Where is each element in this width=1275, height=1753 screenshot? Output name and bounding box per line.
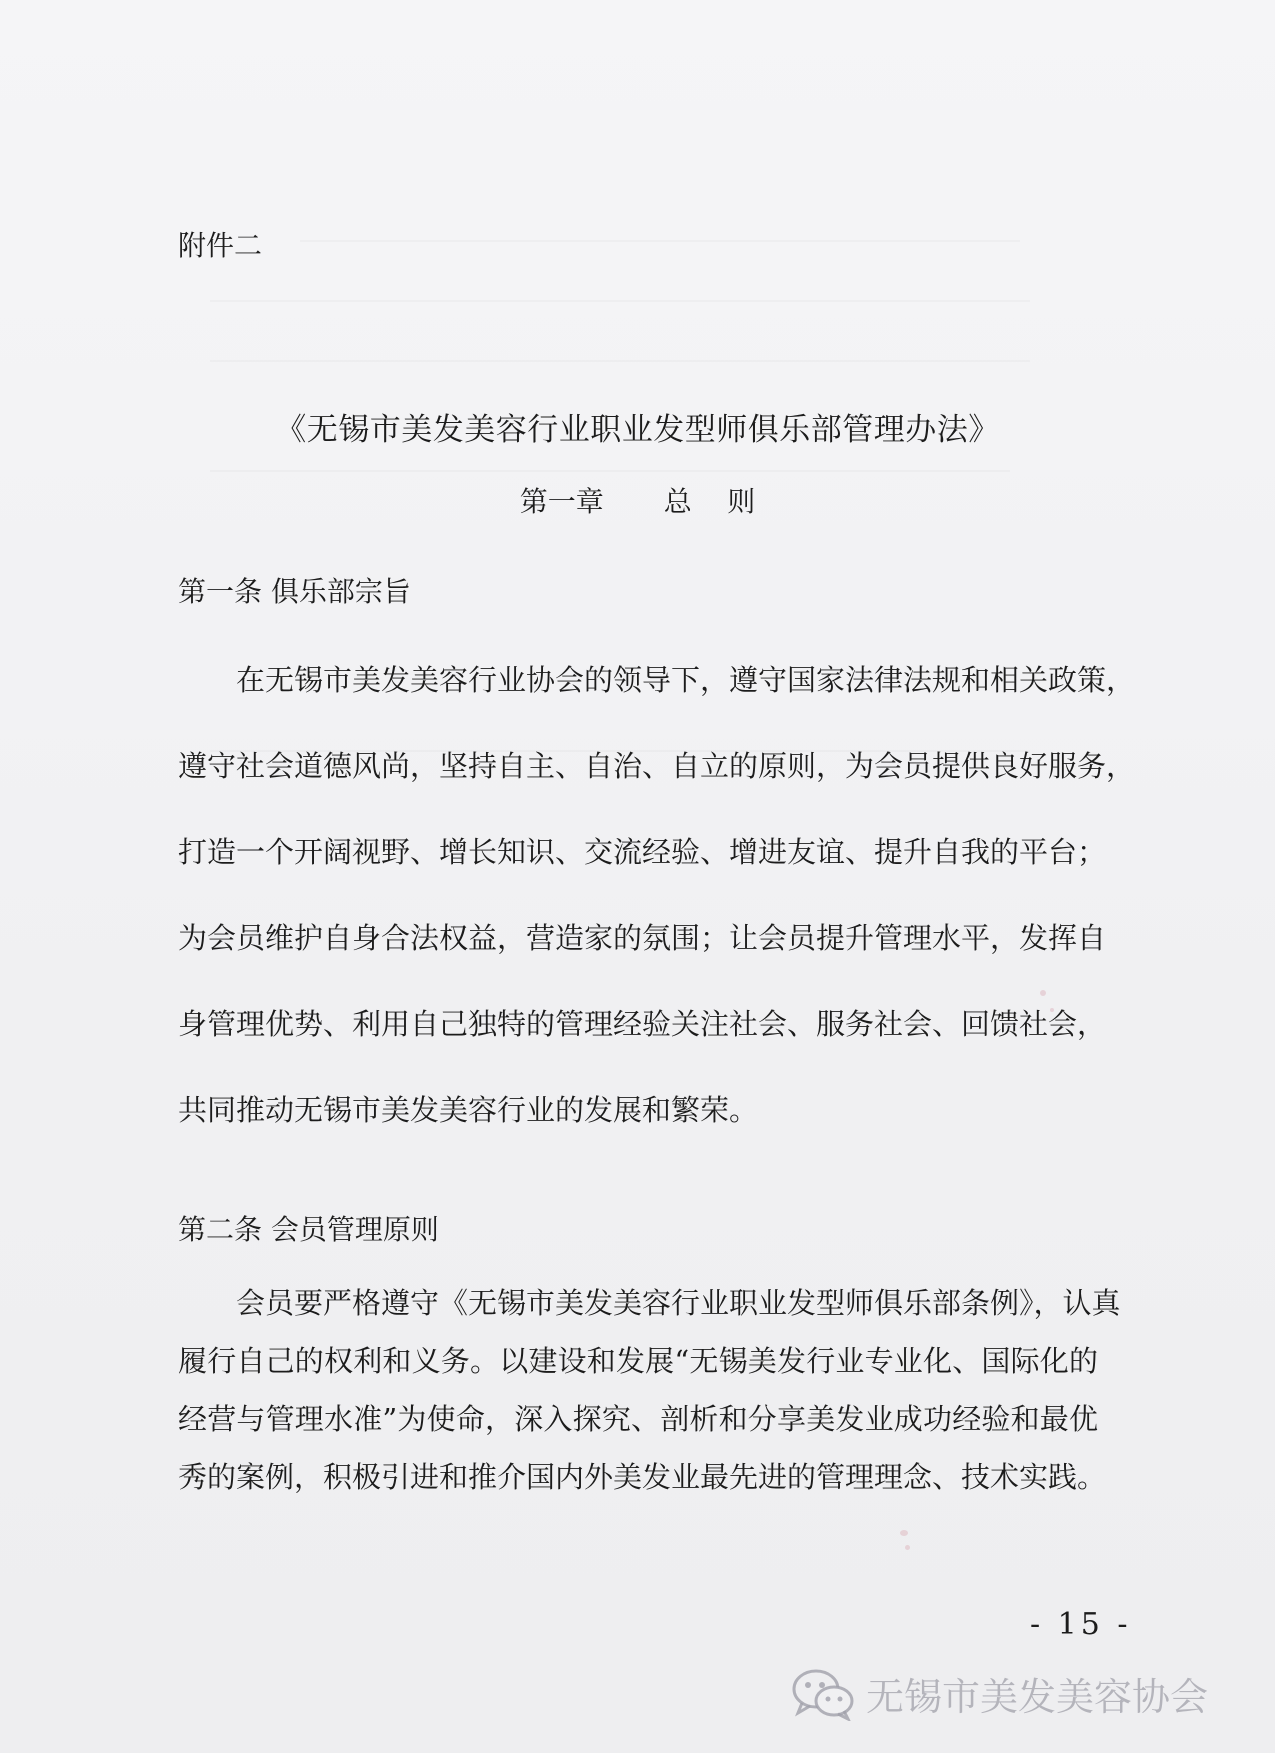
- wechat-icon: [790, 1667, 856, 1721]
- document-title: 《无锡市美发美容行业职业发型师俱乐部管理办法》: [275, 412, 1000, 448]
- watermark: [790, 1666, 1208, 1721]
- article-2-body: [178, 1274, 1121, 1506]
- page-number: - 15 -: [1030, 1607, 1132, 1642]
- attachment-label: 附件二: [178, 229, 263, 262]
- bleed-through-line: [210, 360, 1030, 362]
- article-2-heading: 第二条 会员管理原则: [178, 1213, 439, 1246]
- paragraph-line: 经营与管理水准”为使命，深入探究、剖析和分享美发业成功经验和最优: [178, 1402, 1098, 1436]
- paragraph-line: 打造一个开阔视野、增长知识、交流经验、增进友谊、提升自我的平台；: [178, 835, 1107, 869]
- paragraph-line: 秀的案例，积极引进和推介国内外美发业最先进的管理理念、技术实践。: [178, 1460, 1107, 1494]
- watermark-text: 无锡市美发美容协会: [866, 1675, 1209, 1719]
- article-1-heading: 第一条 俱乐部宗旨: [178, 575, 411, 608]
- paragraph-line: 遵守社会道德风尚，坚持自主、自治、自立的原则，为会员提供良好服务，: [178, 749, 1136, 783]
- paragraph-line: 会员要严格遵守《无锡市美发美容行业职业发型师俱乐部条例》，认真: [236, 1286, 1121, 1320]
- bleed-through-line: [210, 300, 1030, 302]
- paragraph-line: 为会员维护自身合法权益，营造家的氛围；让会员提升管理水平，发挥自: [178, 921, 1107, 955]
- article-1-body: [178, 637, 1136, 1153]
- bleed-through-line: [210, 470, 1010, 472]
- red-stain: [905, 1545, 910, 1550]
- paragraph-line: 身管理优势、利用自己独特的管理经验关注社会、服务社会、回馈社会，: [178, 1007, 1107, 1041]
- chapter-heading: [0, 480, 1275, 520]
- paragraph-line: 共同推动无锡市美发美容行业的发展和繁荣。: [178, 1093, 759, 1127]
- bleed-through-line: [300, 240, 1020, 242]
- chapter-name: 总 则: [663, 485, 756, 518]
- paragraph-line: 履行自己的权利和义务。以建设和发展“无锡美发行业专业化、国际化的: [178, 1344, 1098, 1378]
- chapter-number: 第一章: [519, 485, 604, 518]
- paragraph-line: 在无锡市美发美容行业协会的领导下，遵守国家法律法规和相关政策，: [236, 663, 1136, 697]
- red-stain: [900, 1530, 908, 1536]
